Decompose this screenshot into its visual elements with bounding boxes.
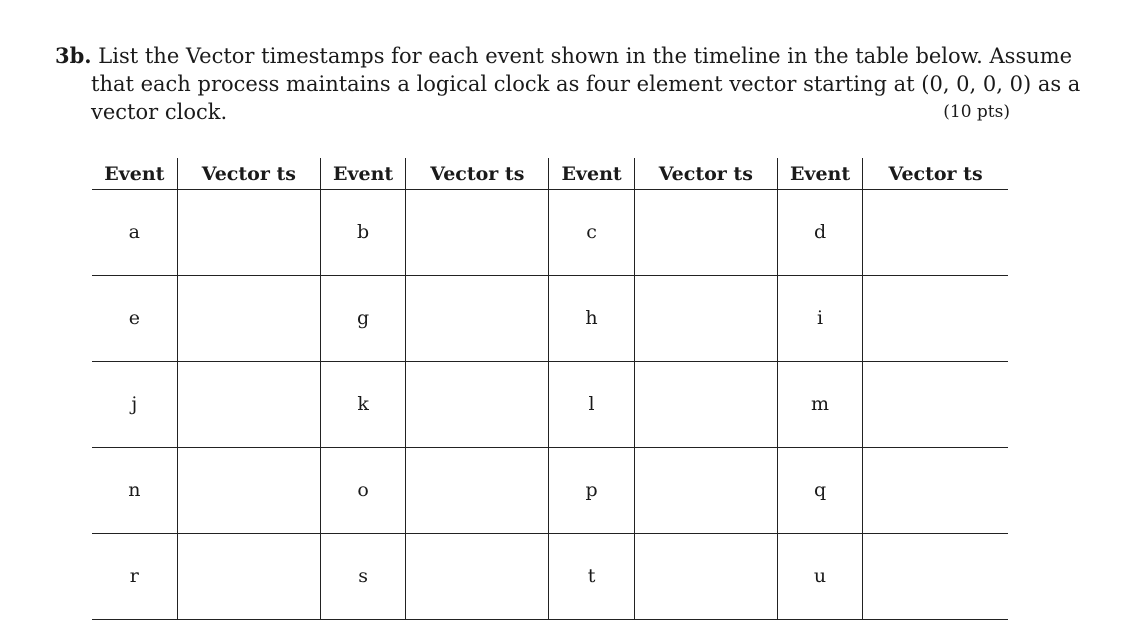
event-cell — [777, 448, 862, 534]
event-cell — [777, 190, 862, 276]
vector-ts-value — [635, 190, 777, 220]
event-cell — [549, 448, 634, 534]
header-event: Event — [92, 158, 177, 190]
vector-ts-cell[interactable] — [634, 362, 777, 448]
event-cell — [320, 190, 405, 276]
header-vector-ts: Vector ts — [177, 158, 320, 190]
vector-timestamp-table — [92, 158, 1008, 620]
vector-ts-value — [178, 362, 320, 392]
event-label: i — [817, 307, 824, 329]
vector-ts-cell[interactable] — [177, 448, 320, 534]
event-cell — [549, 534, 634, 620]
vector-ts-cell[interactable] — [406, 534, 549, 620]
question-block — [55, 42, 1081, 126]
event-cell — [777, 276, 862, 362]
header-vector-ts: Vector ts — [634, 158, 777, 190]
header-vector-ts: Vector ts — [406, 158, 549, 190]
vector-ts-value — [863, 190, 1008, 220]
vector-ts-value — [863, 362, 1008, 392]
event-cell — [92, 448, 177, 534]
event-label: q — [813, 479, 827, 501]
event-cell — [320, 276, 405, 362]
event-cell — [777, 362, 862, 448]
event-label: l — [588, 393, 595, 415]
table-row — [92, 362, 1008, 448]
vector-ts-cell[interactable] — [406, 448, 549, 534]
header-vector-ts: Vector ts — [863, 158, 1008, 190]
vector-ts-cell[interactable] — [634, 190, 777, 276]
event-label: o — [357, 479, 369, 501]
vector-ts-value — [635, 534, 777, 564]
vector-ts-cell[interactable] — [177, 276, 320, 362]
event-label: j — [131, 393, 138, 415]
event-cell — [320, 534, 405, 620]
vector-ts-value — [178, 448, 320, 478]
event-label: c — [586, 221, 597, 243]
vector-ts-value — [406, 190, 548, 220]
question-text-1: List the Vector timestamps for each event shown in the timeline in the table below. Assume — [98, 44, 1073, 68]
vector-ts-cell[interactable] — [177, 362, 320, 448]
vector-ts-cell[interactable] — [406, 190, 549, 276]
vector-ts-cell[interactable] — [634, 276, 777, 362]
vector-ts-cell[interactable] — [406, 276, 549, 362]
event-label: e — [128, 307, 140, 329]
vector-ts-value — [863, 276, 1008, 306]
event-cell — [320, 448, 405, 534]
event-cell — [777, 534, 862, 620]
table-row — [92, 276, 1008, 362]
event-cell — [92, 276, 177, 362]
event-cell — [549, 362, 634, 448]
header-event: Event — [777, 158, 862, 190]
table-row — [92, 190, 1008, 276]
question-line-2: that each process maintains a logical clock as four element vector starting at (0, 0, 0, 0) as a — [91, 72, 1081, 96]
header-event: Event — [320, 158, 405, 190]
vector-ts-cell[interactable] — [177, 534, 320, 620]
event-label: t — [587, 565, 596, 587]
event-label: k — [357, 393, 369, 415]
vector-ts-value — [406, 276, 548, 306]
vector-ts-value — [635, 362, 777, 392]
vector-ts-cell[interactable] — [634, 448, 777, 534]
vector-ts-value — [406, 362, 548, 392]
vector-ts-value — [863, 448, 1008, 478]
table-row — [92, 448, 1008, 534]
vector-ts-cell[interactable] — [634, 534, 777, 620]
header-event: Event — [549, 158, 634, 190]
event-label: h — [585, 307, 598, 329]
event-label: m — [811, 393, 830, 415]
event-cell — [549, 276, 634, 362]
event-label: n — [128, 479, 141, 501]
event-cell — [92, 190, 177, 276]
vector-ts-value — [178, 276, 320, 306]
vector-ts-value — [178, 190, 320, 220]
event-cell — [92, 534, 177, 620]
vector-ts-value — [406, 534, 548, 564]
event-label: a — [128, 221, 140, 243]
event-label: b — [356, 221, 370, 243]
table-header-row — [92, 158, 1008, 190]
question-line-3: vector clock. — [91, 100, 228, 124]
vector-ts-cell[interactable] — [863, 190, 1008, 276]
points-label: (10 pts) — [943, 102, 1010, 122]
event-label: r — [129, 565, 139, 587]
event-label: g — [356, 307, 370, 329]
vector-ts-value — [406, 448, 548, 478]
event-label: s — [358, 565, 368, 587]
event-cell — [549, 190, 634, 276]
vector-ts-value — [863, 534, 1008, 564]
question-line-1 — [55, 42, 1073, 70]
vector-ts-cell[interactable] — [863, 276, 1008, 362]
event-label: p — [585, 479, 598, 501]
event-cell — [320, 362, 405, 448]
vector-ts-value — [635, 448, 777, 478]
vector-timestamp-table-container — [92, 158, 1008, 620]
event-cell — [92, 362, 177, 448]
table-row — [92, 534, 1008, 620]
vector-ts-value — [178, 534, 320, 564]
vector-ts-cell[interactable] — [177, 190, 320, 276]
vector-ts-value — [635, 276, 777, 306]
event-label: d — [813, 221, 827, 243]
vector-ts-cell[interactable] — [863, 448, 1008, 534]
question-number: 3b. — [55, 43, 92, 68]
vector-ts-cell[interactable] — [863, 534, 1008, 620]
event-label: u — [813, 565, 827, 587]
vector-ts-cell[interactable] — [406, 362, 549, 448]
vector-ts-cell[interactable] — [863, 362, 1008, 448]
